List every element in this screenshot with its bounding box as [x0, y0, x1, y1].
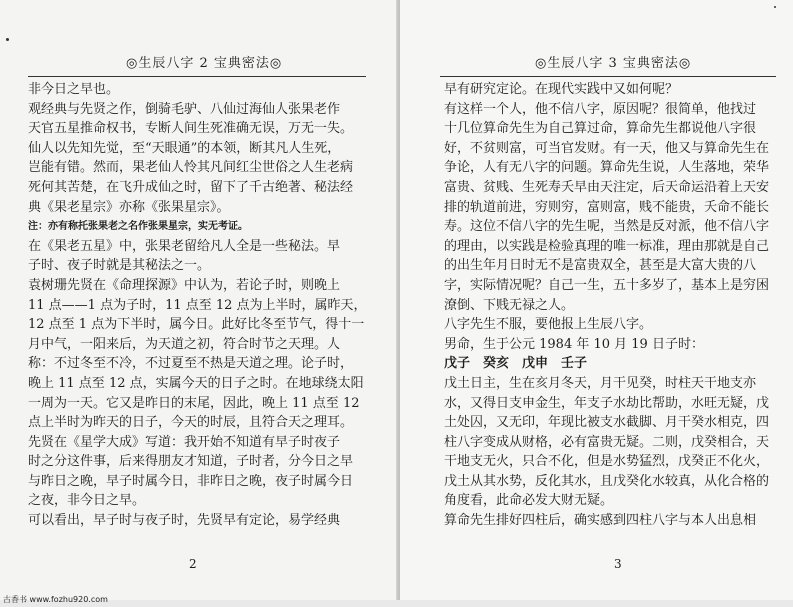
- text-line: 戊土日主，生在亥月冬天，月干见癸，时柱天干地支亦: [444, 375, 757, 391]
- text-line: 仙人以先知先觉，至“天眼通”的本领，断其凡人生死，: [28, 140, 341, 156]
- text-line: 先贤在《星学大成》写道：我开始不知道有早子时夜子: [28, 434, 341, 450]
- text-line: 在《果老五星》中，张果老留给凡人全是一些秘法。早: [28, 238, 341, 254]
- left-page-body: [28, 80, 368, 531]
- text-line: 好，不贫则富，可当官发财。有一天，他又与算命先生在: [444, 140, 770, 156]
- text-line: 水，又得日支申金生，年支子水劫比帮助，水旺无疑，戊: [444, 395, 770, 411]
- text-line: 争论，人有无八字的问题。算命先生说，人生落地，荣华: [444, 160, 770, 176]
- left-header-rule: [28, 76, 366, 77]
- text-line: 戊子 癸亥 戊申 壬子: [444, 356, 588, 372]
- right-page-header: ◎生辰八字 3 宝典密法◎: [535, 56, 692, 71]
- text-line: 土处囚，又无印，年现比被支水截脚、月干癸水相克，四: [444, 415, 770, 431]
- annotation-note: 注：亦有称托张果老之名作张果星宗，实无考证。: [28, 221, 248, 233]
- scan-speck: [774, 6, 776, 8]
- text-line: 之夜，非今日之早。: [28, 493, 146, 509]
- text-line: 戊土从其水势，反化其水，且戊癸化水较真，从化合格的: [444, 473, 770, 489]
- right-page: [400, 0, 793, 600]
- text-line: 角度看，此命必发大财无疑。: [444, 493, 614, 509]
- text-line: 11 点——1 点为子时，11 点至 12 点为上半时，属昨天，: [28, 297, 367, 313]
- text-line: 非今日之早也。: [28, 82, 120, 97]
- text-line: 死何其苦楚，在飞升成仙之时，留下了千古绝著、秘法经: [28, 179, 354, 195]
- text-line: 早有研究定论。在现代实践中又如何呢？: [444, 82, 679, 97]
- footer-site-url: 古香书 www.fozhu920.com: [3, 595, 108, 604]
- text-line: 12 点至 1 点为下半时，属今日。此好比冬至节气，得十一: [28, 317, 365, 333]
- text-line: 岂能有错。然而，果老仙人怜其凡间红尘世俗之人生老病: [28, 160, 354, 176]
- text-line: 可以看出，早子时与夜子时，先贤早有定论，易学经典: [28, 513, 341, 529]
- text-line: 字，实际情况呢？自己一生，五十多岁了，基本上是穷困: [444, 277, 770, 293]
- scan-speck: [6, 38, 9, 41]
- left-page: [0, 0, 398, 600]
- text-line: 算命先生排好四柱后，确实感到四柱八字与本人出息相: [444, 513, 757, 529]
- right-page-body: [444, 80, 782, 531]
- text-line: 与昨日之晚，早子时属今日，非昨日之晚，夜子时属今日: [28, 473, 354, 489]
- left-page-header: ◎生辰八字 2 宝典密法◎: [126, 56, 283, 71]
- text-line: 干地支无火，只合不化，但是水势猛烈，戊癸正不化火，: [444, 454, 770, 470]
- text-line: 天官五星推命权书，专断人间生死准确无误，万无一失。: [28, 121, 354, 137]
- text-line: 男命，生于公元 1984 年 10 月 19 日子时：: [444, 336, 704, 352]
- text-line: 的出生年月日时无不是富贵双全，甚至是大富大贵的八: [444, 258, 757, 274]
- text-line: 排的轨道前进，穷则穷，富则富，贱不能贵，夭命不能长: [444, 199, 770, 215]
- text-line: 的理由，以实践是检验真理的唯一标准，理由那就是自己: [444, 238, 770, 254]
- right-header-rule: [440, 76, 776, 77]
- text-line: 袁树珊先贤在《命理探源》中认为，若论子时，则晚上: [28, 277, 341, 293]
- left-page-number: 2: [189, 557, 197, 571]
- text-line: 月中气，一阳来后，为天道之初，符合时节之天理。人: [28, 336, 341, 352]
- text-line: 柱八字变成从财格，必有富贵无疑。二则，戊癸相合，天: [444, 434, 770, 450]
- text-line: 寿。这位不信八字的先生呢，当然是反对派，他不信八字: [444, 219, 770, 235]
- text-line: 典《果老星宗》亦称《张果星宗》。: [28, 199, 230, 215]
- text-line: 潦倒、下贱无禄之人。: [444, 297, 575, 313]
- text-line: 晚上 11 点至 12 点，实属今天的日子之时。在地球绕太阳: [28, 375, 364, 391]
- text-line: 一周为一天。它又是昨日的末尾，因此，晚上 11 点至 12: [28, 395, 360, 411]
- text-line: 十几位算命先生为自己算过命，算命先生都说他八字很: [444, 121, 757, 137]
- text-line: 点上半时为昨天的日子，今天的时辰，且符合天之理耳。: [28, 415, 354, 431]
- text-line: 有这样一个人，他不信八字，原因呢？很简单，他找过: [444, 101, 757, 117]
- text-line: 富贵、贫贱、生死寿夭早由天注定，后天命运沿着上天安: [444, 179, 770, 195]
- text-line: 观经典与先贤之作，倒骑毛驴、八仙过海仙人张果老作: [28, 101, 341, 117]
- text-line: 子时、夜子时就是其秘法之一。: [28, 258, 211, 274]
- text-line: 称：不过冬至不冷，不过夏至不热是天道之理。论子时，: [28, 356, 354, 372]
- text-line: 八字先生不服，要他报上生辰八字。: [444, 317, 653, 333]
- text-line: 时之分这件事，后来得朋友才知道，子时者，分今日之早: [28, 454, 354, 470]
- right-page-number: 3: [614, 557, 622, 571]
